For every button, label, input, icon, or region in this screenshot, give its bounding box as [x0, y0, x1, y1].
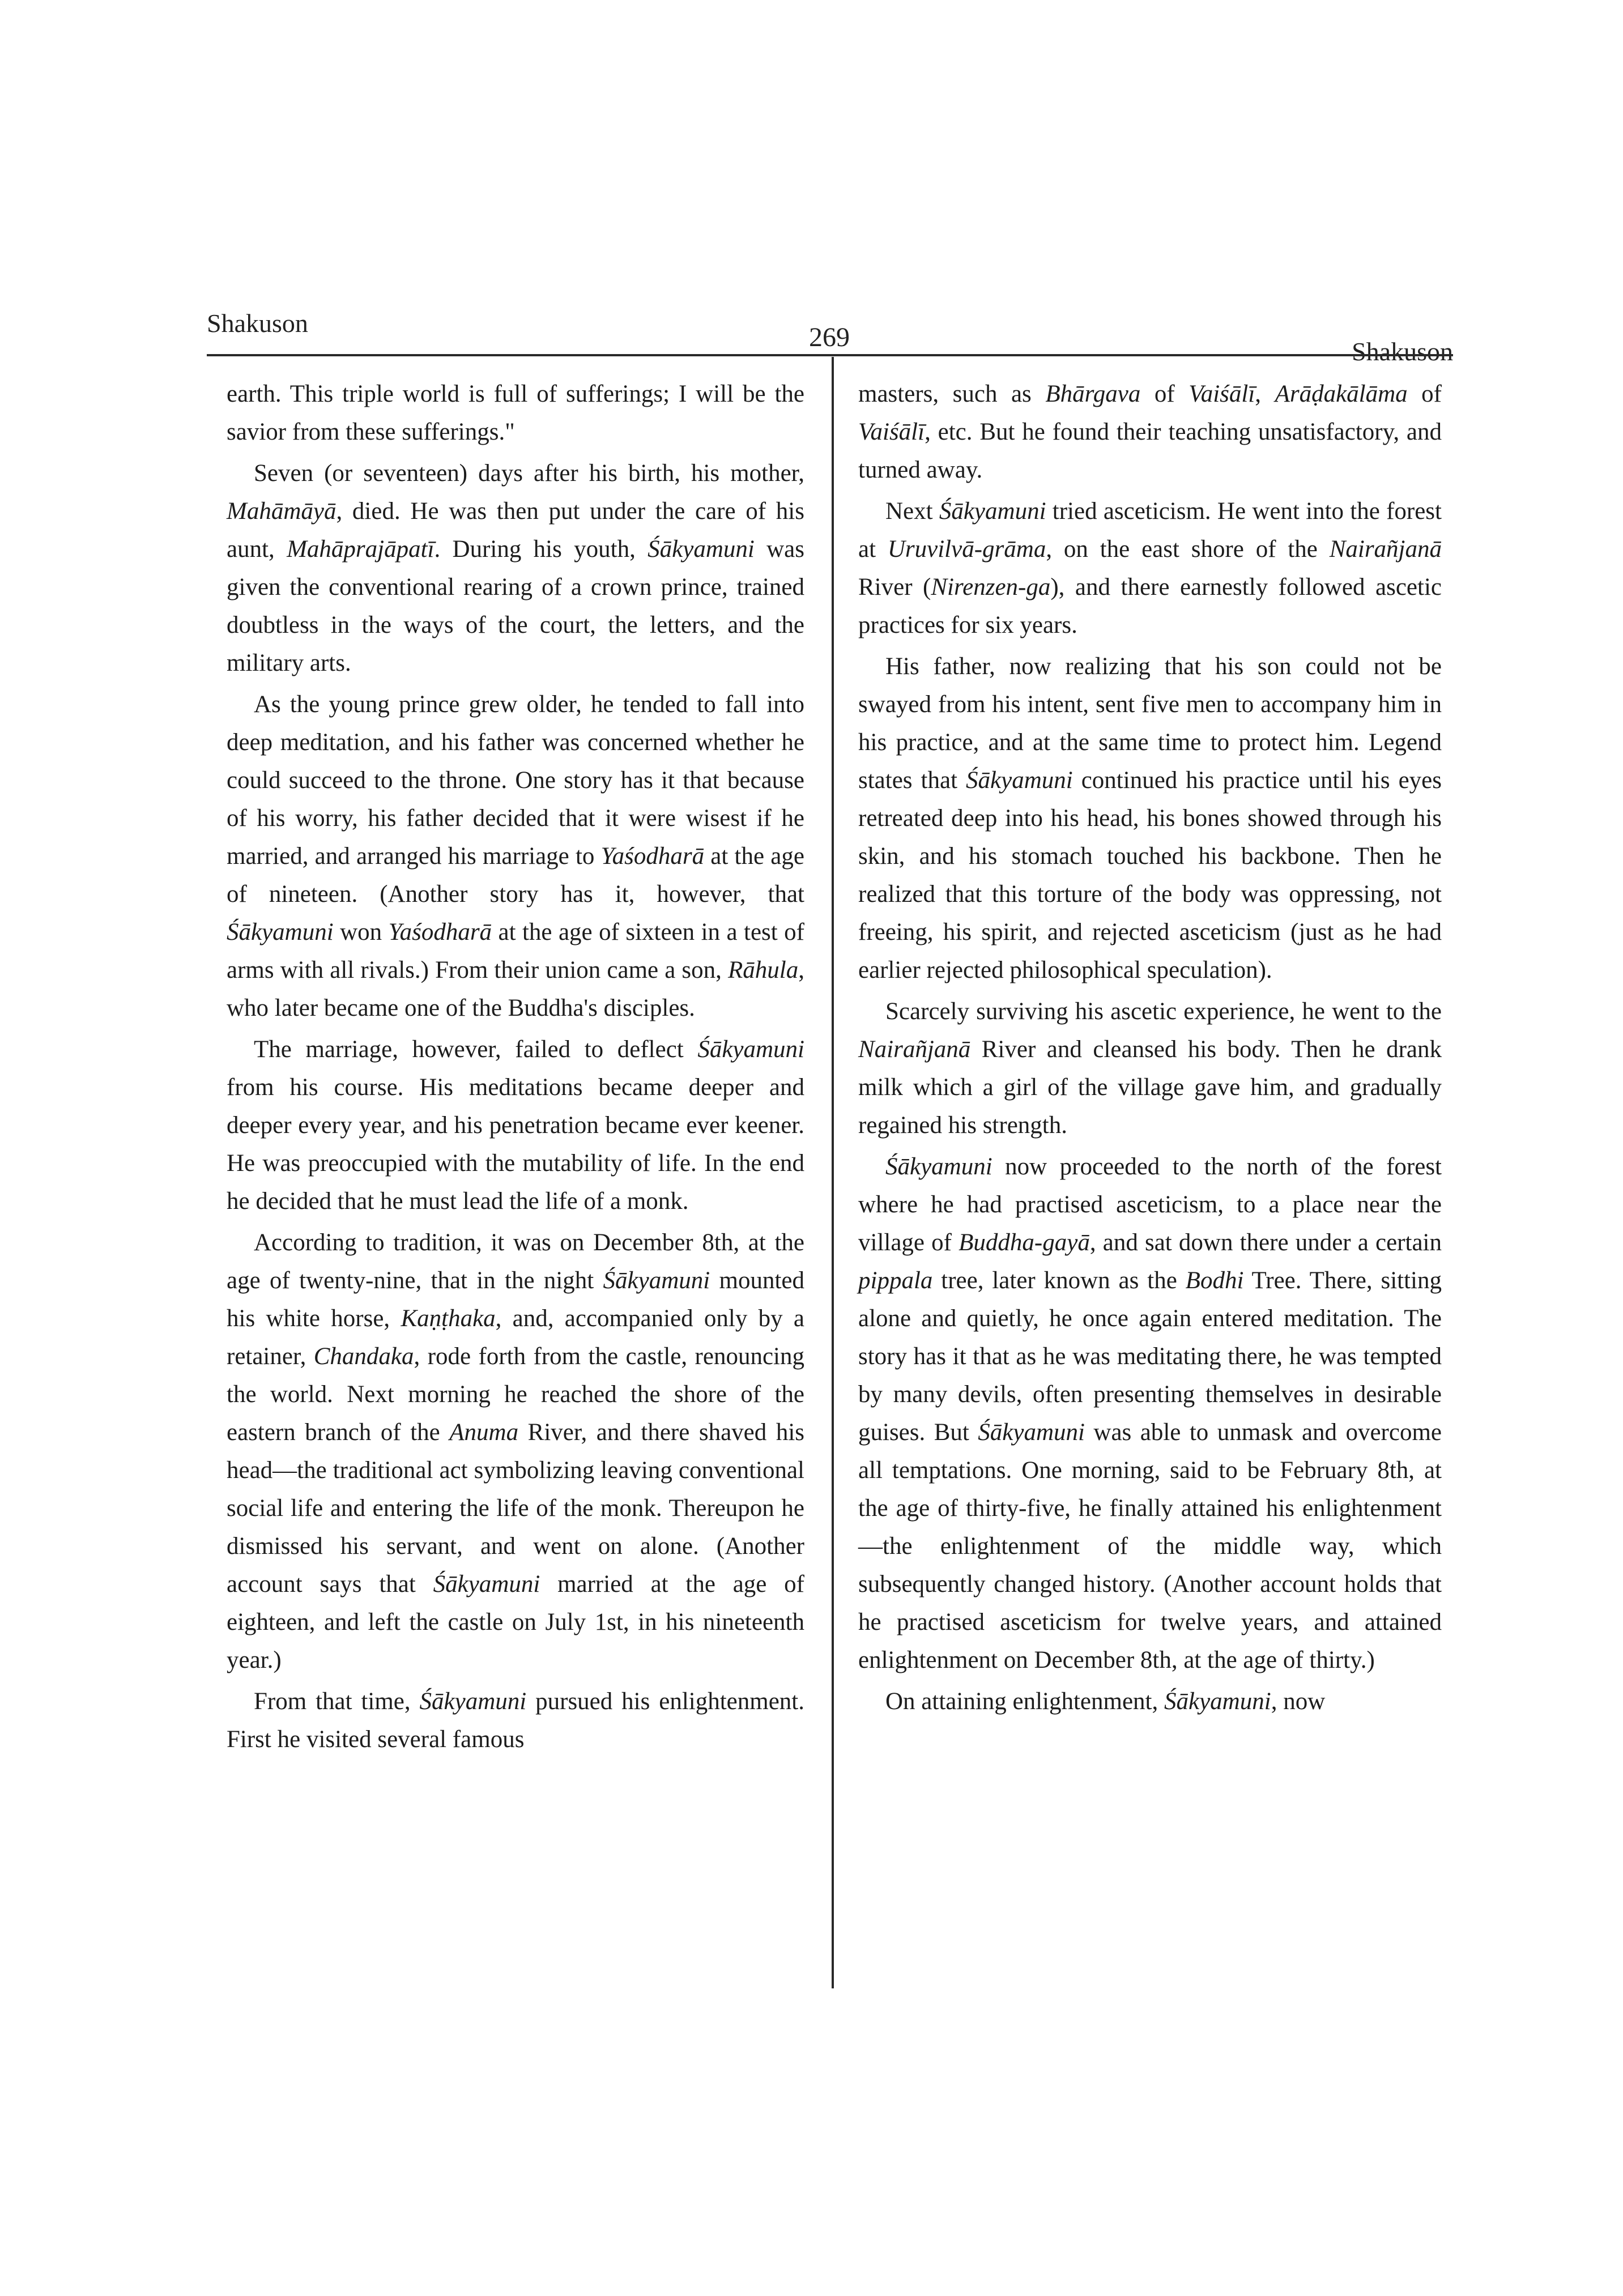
page-number: 269 [809, 322, 850, 352]
text-run: Next [885, 498, 939, 525]
italic-term: pippala [858, 1267, 933, 1294]
text-run: Seven (or seventeen) days after his birth, his mother, [254, 460, 804, 487]
paragraph [227, 1224, 804, 1679]
italic-term: Śākyamuni [648, 536, 755, 563]
text-run: at the age of nineteen. (Another story has it, however, that [227, 843, 804, 908]
italic-term: Nirenzen-ga [931, 574, 1051, 600]
right-column [858, 375, 1442, 1720]
paragraph [858, 375, 1442, 489]
text-run: . During his youth, [434, 536, 648, 563]
italic-term: Buddha-gayā [959, 1229, 1090, 1256]
italic-term: Nairañjanā [858, 1036, 971, 1063]
text-run: masters, such as [858, 381, 1046, 407]
paragraph [227, 454, 804, 682]
text-run: tried asceticism. He went into the forest at [858, 498, 1442, 563]
italic-term: Mahāmāyā [227, 498, 336, 525]
italic-term: Yaśodharā [388, 919, 492, 945]
italic-term: Vaiśālī [858, 419, 925, 445]
italic-term: Śākyamuni [419, 1688, 527, 1715]
italic-term: Vaiśālī [1189, 381, 1255, 407]
text-run: , and, accompanied only by a retainer, [227, 1305, 804, 1370]
italic-term: Śākyamuni [966, 767, 1073, 794]
italic-term: Rāhula [728, 957, 799, 983]
italic-term: Śākyamuni [697, 1036, 804, 1063]
text-run: River and cleansed his body. Then he drank milk which a girl of the village gave him, and gradually regained his strength. [858, 1036, 1442, 1139]
column-divider [832, 357, 834, 1988]
text-run: was given the conventional rearing of a crown prince, trained doubtless in the ways of the court, the letters, and the military arts. [227, 536, 805, 676]
italic-term: Chandaka [313, 1343, 414, 1370]
paragraph [227, 1682, 804, 1758]
text-run: now proceeded to the north of the forest where he had practised asceticism, to a place near the village of [858, 1153, 1442, 1256]
paragraph [227, 1030, 804, 1220]
paragraph [858, 492, 1442, 644]
text-run: The marriage, however, failed to deflect [254, 1036, 698, 1063]
text-run: According to tradition, it was on December 8th, at the age of twenty-nine, that in the night [227, 1229, 804, 1294]
text-run: River, and there shaved his head—the traditional act symbolizing leaving conventional social life and entering the life of the monk. Thereupon he dismissed his servant, and went on alone. (Another account says that [227, 1419, 804, 1598]
paragraph [858, 1148, 1442, 1679]
text-run: From that time, [254, 1688, 420, 1715]
text-run: earth. This triple world is full of sufferings; I will be the savior from these sufferings." [227, 381, 804, 445]
text-run: Scarcely surviving his ascetic experience, he went to the [885, 998, 1442, 1025]
italic-term: Yaśodharā [600, 843, 705, 870]
text-run: , who later became one of the Buddha's disciples. [227, 957, 804, 1021]
text-run: River ( [858, 574, 931, 600]
text-run: married at the age of eighteen, and left the castle on July 1st, in his nineteenth year.) [227, 1571, 804, 1673]
text-run: was able to unmask and overcome all temptations. One morning, said to be February 8th, at the age of thirty-five, he finally attained his enlightenment—the enlightenment of the middle way, which subsequently changed history. (Another account holds that he practised asceticism for twelve years, and attained enlightenment on December 8th, at the age of thirty.) [858, 1419, 1442, 1673]
running-head-left: Shakuson [207, 309, 308, 338]
header-rule [207, 354, 1453, 356]
text-run: His father, now realizing that his son could not be swayed from his intent, sent five men to accompany him in his practice, and at the same time to protect him. Legend states that [858, 653, 1442, 794]
text-run: tree, later known as the [932, 1267, 1186, 1294]
text-run: of [1407, 381, 1442, 407]
italic-term: Bodhi [1185, 1267, 1244, 1294]
italic-term: Anuma [449, 1419, 519, 1446]
italic-term: Śākyamuni [433, 1571, 540, 1598]
text-run: On attaining enlightenment, [885, 1688, 1165, 1715]
text-run: , and sat down there under a certain [1089, 1229, 1442, 1256]
italic-term: Mahāprajāpatī [287, 536, 434, 563]
running-head-right: Shakuson [1352, 337, 1453, 366]
italic-term: Uruvilvā-grāma [887, 536, 1046, 563]
text-run: , etc. But he found their teaching unsatisfactory, and turned away. [858, 419, 1442, 483]
italic-term: Śākyamuni [603, 1267, 710, 1294]
paragraph [858, 992, 1442, 1144]
text-run: mounted his white horse, [227, 1267, 804, 1332]
italic-term: Śākyamuni [885, 1153, 992, 1180]
italic-term: Nairañjanā [1329, 536, 1442, 563]
text-run: ), and there earnestly followed ascetic practices for six years. [858, 574, 1442, 638]
paragraph [227, 685, 804, 1027]
text-run: pursued his enlightenment. First he visited several famous [227, 1688, 804, 1753]
italic-term: Śākyamuni [978, 1419, 1085, 1446]
italic-term: Arāḍakālāma [1275, 381, 1408, 407]
text-run: Tree. There, sitting alone and quietly, he once again entered meditation. The story has it that as he was meditating there, he was tempted by many devils, often presenting themselves in desirable guises. But [858, 1267, 1442, 1446]
text-run: As the young prince grew older, he tended to fall into deep meditation, and his father was concerned whether he could succeed to the throne. One story has it that because of his worry, his father decided that it were wisest if he married, and arranged his marriage to [227, 691, 804, 870]
text-run: , died. He was then put under the care of his aunt, [227, 498, 804, 563]
italic-term: Bhārgava [1045, 381, 1141, 407]
text-run: , on the east shore of the [1046, 536, 1330, 563]
text-run: , now [1271, 1688, 1326, 1715]
paragraph [227, 375, 804, 451]
italic-term: Śākyamuni [1164, 1688, 1271, 1715]
paragraph [858, 648, 1442, 989]
text-run: , rode forth from the castle, renouncing the world. Next morning he reached the shore of the eastern branch of the [227, 1343, 804, 1446]
left-column [227, 375, 804, 1758]
text-run: , [1255, 381, 1275, 407]
text-run: from his course. His meditations became deeper and deeper every year, and his penetration became ever keener. He was preoccupied with the mutability of life. In the end he decided that he must lead the life of a monk. [227, 1074, 804, 1215]
paragraph [858, 1682, 1442, 1720]
text-run: of [1140, 381, 1189, 407]
italic-term: Kaṇṭhaka [401, 1305, 496, 1332]
text-run: won [333, 919, 389, 945]
italic-term: Śākyamuni [227, 919, 334, 945]
text-run: at the age of sixteen in a test of arms with all rivals.) From their union came a son, [227, 919, 804, 983]
italic-term: Śākyamuni [939, 498, 1046, 525]
text-run: continued his practice until his eyes retreated deep into his head, his bones showed through his skin, and his stomach touched his backbone. Then he realized that this torture of the body was oppressing, not freeing, his spirit, and rejected asceticism (just as he had earlier rejected philosophical speculation). [858, 767, 1442, 983]
